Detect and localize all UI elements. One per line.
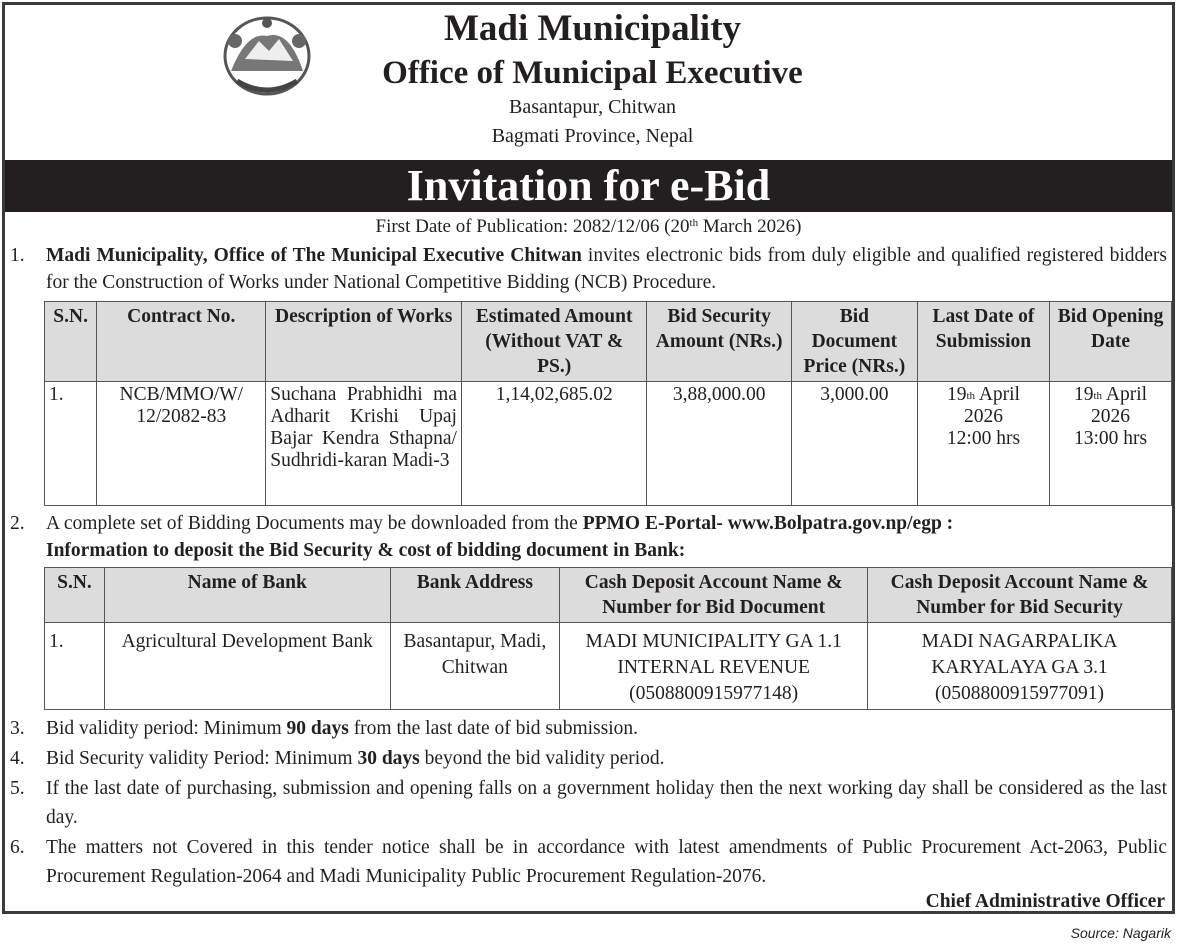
clause-3 [10,715,1167,742]
works-table [44,301,1172,506]
col-header-description: Description of Works [266,302,462,382]
col-header-bank-address: Bank Address [390,568,560,623]
cell-bank-address: Basantapur, Madi, Chitwan [390,623,560,710]
cell-description: Suchana Prabhidhi ma Adharit Krishi Upaj Bajar Kendra Sthapna/ Sudhridi-karan Madi-3 [266,382,462,506]
clause-5 [10,774,1167,832]
bank-table [44,567,1172,710]
municipality-name: Madi Municipality [443,8,742,49]
source-credit: Source: Nagarik [1070,925,1171,941]
address-line-1: Basantapur, Chitwan [509,96,676,118]
cell-sn: 1. [45,382,97,506]
clause-body-text: from the last date of bid submission. [348,718,639,739]
address-line-2: Bagmati Province, Nepal [491,125,694,147]
notice-header [5,5,1172,157]
clause-body-text: A complete set of Bidding Documents may be downloaded from the [46,513,583,534]
cell-submission-date [917,382,1049,506]
col-header-submission-date: Last Date of Submission [917,302,1049,382]
publication-date-suffix: March 2026) [698,216,802,237]
clause-number: 1. [10,245,25,266]
col-header-opening-date: Bid Opening Date [1050,302,1172,382]
works-table-header-row [45,302,1172,382]
submission-day: 19 [946,384,967,405]
clause-2 [10,510,1167,564]
col-header-doc-price: Bid Document Price (NRs.) [791,302,917,382]
clause-4 [10,745,1167,772]
clause-body-text: Bid validity period: Minimum [46,718,287,739]
col-header-doc-account: Cash Deposit Account Name & Number for Bid Document [560,568,868,623]
col-header-sn: S.N. [45,568,105,623]
clause-text [46,510,1167,564]
publication-date-text: First Date of Publication: 2082/12/06 (20 [375,216,690,237]
table-row [45,382,1172,506]
clause-number: 6. [10,837,25,858]
submission-year: 2026 [963,406,1003,427]
ordinal-suffix: th [689,217,699,229]
clause-number: 3. [10,718,25,739]
cell-doc-account [560,623,868,710]
submission-month: April [975,384,1020,405]
table-row [45,623,1172,710]
clause-text: The matters not Covered in this tender notice shall be in accordance with latest amendments of Public Procurement Act-2063, Public Procurement Regulation-2064 and Madi Municipality Public Procurement Regulation-2076. [46,837,1167,887]
col-header-security-account: Cash Deposit Account Name & Number for Bid Security [868,568,1172,623]
opening-year: 2026 [1091,406,1131,427]
col-header-bid-security: Bid Security Amount (NRs.) [647,302,791,382]
ppmo-portal-link[interactable]: PPMO E-Portal- www.Bolpatra.gov.np/egp : [582,513,954,534]
clause-text [46,242,1167,296]
opening-time: 13:00 hrs [1073,428,1148,449]
col-header-estimated-amount: Estimated Amount (Without VAT & PS.) [461,302,646,382]
submission-time: 12:00 hrs [946,428,1021,449]
clause-body-text: beyond the bid validity period. [419,748,665,769]
office-name: Office of Municipal Executive [382,55,803,91]
clause-body-text: invites electronic bids from duly eligible and qualified registered bidders for the Construction of Works under National Competitive Bidding (NCB) Procedure. [46,245,1167,293]
clause-number: 5. [10,778,25,799]
cell-bank-name: Agricultural Development Bank [104,623,390,710]
ordinal-suffix: th [1093,390,1103,402]
ordinal-suffix: th [966,390,976,402]
clause-body-text: Bid Security validity Period: Minimum [46,748,358,769]
clause-text [46,745,1167,772]
col-header-bank-name: Name of Bank [104,568,390,623]
cell-bid-security: 3,88,000.00 [647,382,791,506]
cell-contract-no: NCB/MMO/W/ 12/2082-83 [97,382,266,506]
opening-day: 19 [1074,384,1094,405]
clause-text: If the last date of purchasing, submission and opening falls on a government holiday then the next working day shall be considered as the last day. [46,778,1167,828]
doc-account-name: MADI MUNICIPALITY GA 1.1 INTERNAL REVENUE [585,631,842,678]
notice-title-banner: Invitation for e-Bid [5,160,1172,212]
col-header-contract-no: Contract No. [97,302,266,382]
cell-estimated-amount: 1,14,02,685.02 [461,382,646,506]
clause-6 [10,833,1167,891]
notice-frame [2,2,1175,914]
bank-table-header-row [45,568,1172,623]
security-account-number: (0508800915977091) [935,683,1105,704]
clause-bold-text: Madi Municipality, Office of The Municipal Executive Chitwan [46,245,582,266]
cell-sn: 1. [45,623,105,710]
clause-text [46,715,1167,742]
cell-doc-price: 3,000.00 [791,382,917,506]
cell-security-account [868,623,1172,710]
clause-number: 4. [10,748,25,769]
clause-bold-text: 90 days [286,718,349,739]
clause-bold-text: 30 days [357,748,420,769]
clause-1 [10,242,1167,296]
col-header-sn: S.N. [45,302,97,382]
signatory: Chief Administrative Officer [925,891,1165,912]
cell-opening-date [1050,382,1172,506]
doc-account-number: (0508800915977148) [629,683,799,704]
publication-date [5,216,1172,238]
opening-month: April [1102,384,1148,405]
security-account-name: MADI NAGARPALIKA KARYALAYA GA 3.1 [921,631,1118,678]
clause-number: 2. [10,513,25,534]
bank-info-heading: Information to deposit the Bid Security & cost of bidding document in Bank: [46,540,686,561]
